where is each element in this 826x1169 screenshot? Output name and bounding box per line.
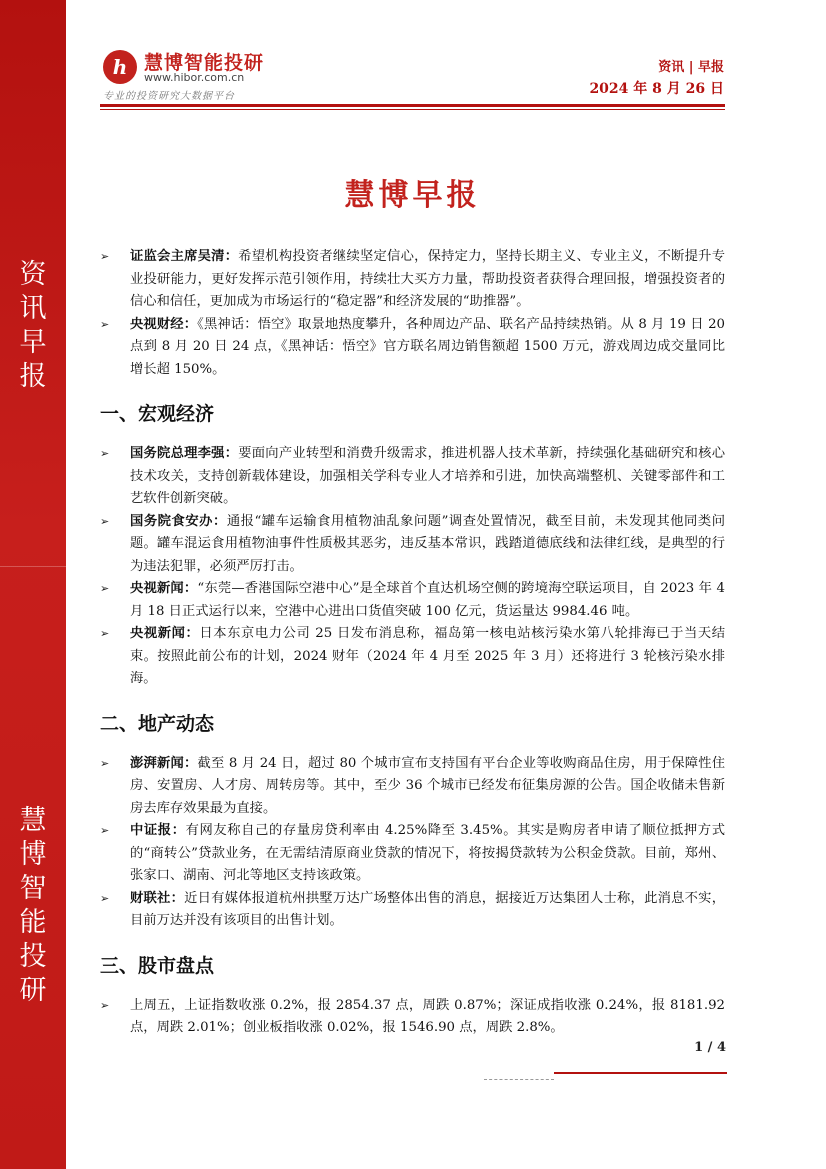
bullet-arrow-icon: ➢ [100, 317, 110, 331]
sidebar-char: 早 [19, 327, 47, 358]
section-heading-stock-market: 三、股市盘点 [100, 954, 215, 977]
sidebar-label-top [0, 258, 66, 394]
report-type-tag: 资讯 | 早报 [658, 60, 724, 75]
news-text: 要面向产业转型和消费升级需求，推进机器人技术革新，持续强化基础研究和核心技术攻关，支持创新载体建设，加强相关学科专业人才培养和引进，加快高端整机、关键零部件和工艺软件创新突破。 [130, 446, 726, 506]
news-text: 日本东京电力公司 25 日发布消息称，福岛第一核电站核污染水第八轮排海已于当天结束。按照此前公布的计划，2024 财年（2024 年 4 月至 2025 年 3 月）还将进行 3 轮核污染水排海。 [130, 626, 726, 686]
footer-rule [554, 1072, 727, 1074]
bullet-arrow-icon: ➢ [100, 447, 110, 460]
news-source: 央视新闻： [130, 626, 200, 641]
news-source: 央视财经： [130, 316, 198, 332]
news-item [100, 820, 725, 888]
news-item [100, 623, 725, 691]
sidebar-char: 资 [19, 259, 47, 290]
report-date: 2024 年 8 月 26 日 [589, 81, 724, 97]
header-rule-thin [100, 109, 725, 110]
news-source: 央视新闻： [130, 581, 198, 596]
news-source: 财联社： [130, 890, 185, 906]
news-text: 近日有媒体报道杭州拱墅万达广场整体出售的消息，据接近万达集团人士称，此消息不实，目前万达并没有该项目的出售计划。 [130, 890, 726, 928]
news-source: 证监会主席吴清： [130, 249, 239, 264]
news-item [100, 314, 725, 382]
logo-slogan: 专业的投资研究大数据平台 [103, 91, 235, 102]
sidebar-divider [0, 566, 66, 567]
sidebar-char: 报 [19, 361, 47, 392]
sidebar-label-bottom [0, 804, 66, 1008]
logo-name: 慧博智能投研 [144, 52, 265, 74]
sidebar-band [0, 0, 66, 1169]
news-text: 通报“罐车运输食用植物油乱象问题”调查处置情况，截至目前，未发现其他同类问题。罐车混运食用植物油事件性质极其恶劣，违反基本常识，践踏道德底线和法律红线，是典型的行为违法犯罪，必须严厉打击。 [130, 513, 725, 574]
sidebar-char: 智 [19, 873, 47, 904]
header-meta [589, 59, 724, 99]
news-item [100, 511, 725, 579]
sidebar-char: 投 [19, 941, 47, 972]
page-number: 1 / 4 [694, 1040, 726, 1055]
report-body [100, 246, 725, 1040]
bullet-arrow-icon: ➢ [100, 627, 110, 640]
header-rule [100, 104, 725, 107]
news-item [100, 995, 725, 1040]
news-text: 截至 8 月 24 日，超过 80 个城市宣布支持国有平台企业等收购商品住房，用于保障性住房、安置房、人才房、周转房等。其中，至少 36 个城市已经发布征集房源的公告。国企收储未售新房去库存效果最为直接。 [130, 755, 725, 816]
bullet-arrow-icon: ➢ [100, 998, 110, 1012]
news-text: 《黑神话：悟空》取景地热度攀升，各种周边产品、联名产品持续热销。从 8 月 19 日 20 点到 8 月 20 日 24 点，《黑神话：悟空》官方联名周边销售额超 1500 万元，游戏周边成交量同比增长超 150%。 [130, 316, 725, 377]
bullet-arrow-icon: ➢ [100, 514, 110, 528]
news-text: 希望机构投资者继续坚定信心，保持定力，坚持长期主义、专业主义，不断提升专业投研能力，更好发挥示范引领作用，持续壮大买方力量，帮助投资者获得合理回报，增强投资者的信心和信任，更加成为市场运行的“稳定器”和经济发展的“助推器”。 [130, 249, 726, 309]
sidebar-char: 慧 [19, 805, 47, 836]
bullet-arrow-icon: ➢ [100, 250, 110, 263]
bullet-arrow-icon: ➢ [100, 582, 110, 595]
logo-url: www.hibor.com.cn [144, 71, 245, 84]
hibor-logo-icon: h [103, 50, 137, 84]
sidebar-char: 研 [19, 975, 47, 1006]
section-heading-property: 二、地产动态 [100, 712, 215, 735]
sidebar-char: 博 [19, 839, 47, 870]
news-item [100, 753, 725, 821]
news-source: 国务院食安办： [130, 513, 227, 529]
news-source: 中证报： [130, 823, 186, 838]
news-text: “东莞—香港国际空港中心”是全球首个直达机场空侧的跨境海空联运项目，自 2023 年 4 月 18 日正式运行以来，空港中心进出口货值突破 100 亿元，货运量达 9984.46 吨。 [130, 581, 726, 619]
news-item [100, 888, 725, 933]
news-source: 国务院总理李强： [130, 446, 239, 461]
sidebar-char: 能 [19, 907, 47, 938]
news-item [100, 443, 725, 511]
news-source: 澎湃新闻： [130, 755, 198, 771]
news-item [100, 578, 725, 623]
bullet-arrow-icon: ➢ [100, 756, 110, 770]
news-item [100, 246, 725, 314]
footer-dash [484, 1079, 554, 1080]
sidebar-char: 讯 [19, 293, 47, 324]
page-title: 慧博早报 [344, 178, 481, 213]
news-text: 有网友称自己的存量房贷利率由 4.25%降至 3.45%。其实是购房者申请了顺位抵押方式的“商转公”贷款业务，在无需结清原商业贷款的情况下，将按揭贷款转为公积金贷款。目前，郑州、张家口、湖南、河北等地区支持该政策。 [130, 823, 726, 883]
section-heading-macro: 一、宏观经济 [100, 403, 215, 425]
news-text: 上周五，上证指数收涨 0.2%，报 2854.37 点，周跌 0.87%；深证成指收涨 0.24%，报 8181.92 点，周跌 2.01%；创业板指收涨 0.02%，报 1546.90 点，周跌 2.8%。 [130, 997, 725, 1035]
bullet-arrow-icon: ➢ [100, 824, 110, 837]
bullet-arrow-icon: ➢ [100, 891, 110, 905]
